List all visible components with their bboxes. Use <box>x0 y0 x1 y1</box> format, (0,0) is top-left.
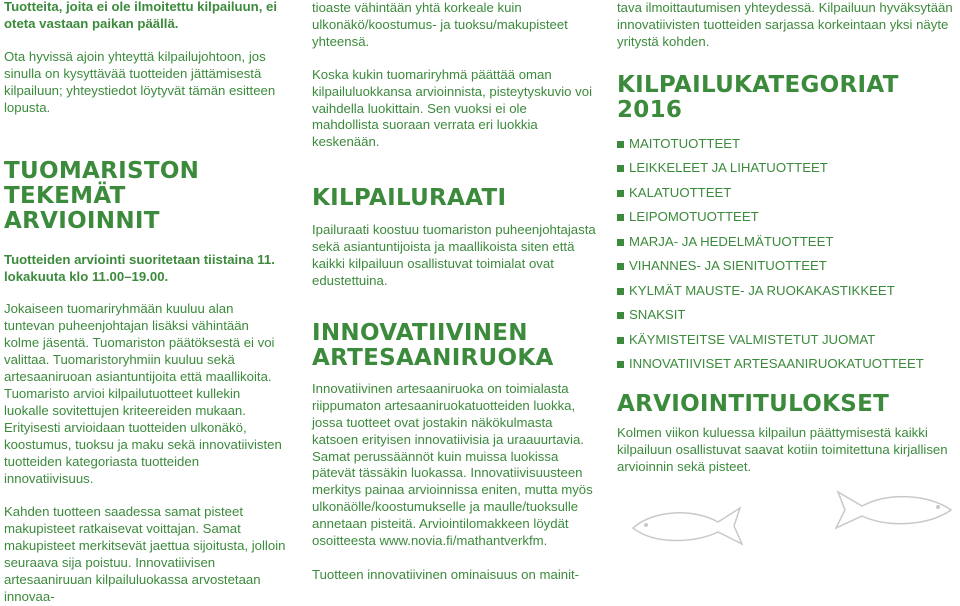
evaluation-date: Tuotteiden arviointi suoritetaan tiistaina 11. lokakuuta klo 11.00–19.00. <box>4 252 275 285</box>
column-2 <box>312 0 596 584</box>
list-item: KYLMÄT MAUSTE- JA RUOKAKASTIKKEET <box>617 279 957 304</box>
list-item: MARJA- JA HEDELMÄTUOTTEET <box>617 230 957 255</box>
intro-text: Tuotteita, joita ei ole ilmoitettu kilpailuun, ei oteta vastaan paikan päällä. <box>4 0 278 31</box>
continued-text: tioaste vähintään yhtä korkeale kuin ulkonäkö/koostumus- ja tuoksu/makupisteet yhteensä. <box>312 0 568 49</box>
bullet-icon <box>617 165 624 172</box>
jury-evaluations-heading: TUOMARISTON TEKEMÄT ARVIOINNIT <box>4 158 200 235</box>
bullet-icon <box>617 141 624 148</box>
bullet-icon <box>617 312 624 319</box>
list-item: KALATUOTTEET <box>617 181 957 206</box>
list-item: INNOVATIIVISET ARTESAANIRUOKATUOTTEET <box>617 352 957 377</box>
panel-paragraph: Ipailuraati koostuu tuomariston puheenjohtajasta sekä asiantuntijoista ja maallikoista siten että kaikki kilpailuun osallistuvat toimialat ovat edustettuina. <box>312 222 596 288</box>
list-item: MAITOTUOTTEET <box>617 132 957 157</box>
list-item: LEIPOMOTUOTTEET <box>617 205 957 230</box>
list-item: VIHANNES- JA SIENITUOTTEET <box>617 254 957 279</box>
column-3 <box>617 0 957 475</box>
bullet-icon <box>617 288 624 295</box>
list-item: LEIKKELEET JA LIHATUOTTEET <box>617 156 957 181</box>
results-paragraph: Kolmen viikon kuluessa kilpailun päättymisestä kaikki kilpailuun osallistuvat saavat kotiin toimitettuna kirjallisen arvioinnin sekä pisteet. <box>617 424 948 474</box>
fish-icon <box>628 500 748 550</box>
innovative-continued: Tuotteen innovatiivinen ominaisuus on mainit- <box>312 566 580 582</box>
fish-icon <box>828 486 956 534</box>
category-list <box>617 132 957 377</box>
bullet-icon <box>617 263 624 270</box>
scoring-paragraph: Koska kukin tuomariryhmä päättää oman kilpailuluokkansa arvioinnista, pisteytyskuvio voi vaihdella luokittain. Sen vuoksi ei ole mahdollista suoraan verrata eri luokkia keskenään. <box>312 66 593 150</box>
jury-paragraph: Jokaiseen tuomariryhmään kuuluu alan tuntevan puheenjohtajan lisäksi vähintään kolme jäsentä. Tuomariston päätöksestä ei voi valittaa. Tuomaristoryhmiin kuuluu sekä artesaaniruoan asiantuntijoita että maallikoita. Tuomaristo arvioi kilpailutuotteet kullekin luokalle sovitettujen kriteereiden mukaan. Erityisesti arvioidaan tuotteiden ulkonäkö, koostumus, tuoksu ja maku sekä innovatiivisten tuotteiden kategoriasta tuotteiden innovatiivisuus. <box>4 301 282 486</box>
bullet-icon <box>617 337 624 344</box>
list-item: KÄYMISTEITSE VALMISTETUT JUOMAT <box>617 328 957 353</box>
results-heading: ARVIOINTITULOKSET <box>617 390 890 417</box>
continued-text: tava ilmoittautumisen yhteydessä. Kilpailuun hyväksytään innovatiivisten tuotteiden sarjassa korkeintaan yksi näyte yritystä kohden. <box>617 0 953 49</box>
categories-heading: KILPAILUKATEGORIAT 2016 <box>617 71 899 123</box>
competition-panel-heading: KILPAILURAATI <box>312 185 507 212</box>
tie-break-paragraph: Kahden tuotteen saadessa samat pisteet makupisteet ratkaisevat voittajan. Samat makupisteet merkitsevät jaettua sijoitusta, jolloin seuraava sija poistuu. Innovatiivisen artesaaniruuan kilpailuluokassa arvostetaan innovaa- <box>4 504 286 604</box>
bullet-icon <box>617 361 624 368</box>
column-1 <box>4 0 286 606</box>
list-item: SNAKSIT <box>617 303 957 328</box>
bullet-icon <box>617 190 624 197</box>
innovative-food-heading: INNOVATIIVINEN ARTESAANIRUOKA <box>312 319 554 371</box>
bullet-icon <box>617 214 624 221</box>
bullet-icon <box>617 239 624 246</box>
innovative-paragraph: Innovatiivinen artesaaniruoka on toimialasta riippumaton artesaaniruokatuotteiden luokka, jossa tuotteet ovat jostakin näkökulmasta katsoen erityisen innovatiivisia ja uraauurtavia. Samat perussäännöt kuin muissa luokissa pätevät tässäkin luokassa. Innovatiivisuusteen merkitys painaa arvioinnissa eniten, mutta myös ulkonäölle/koostumukselle ja maulle/tuoksulle annetaan pisteitä. Arviointilomakkeen löydät osoitteesta www.novia.fi/mathantverkfm. <box>312 380 593 549</box>
contact-paragraph: Ota hyvissä ajoin yhteyttä kilpailujohtoon, jos sinulla on kysyttävää tuotteiden jättämisestä kilpailuun; yhteystiedot löytyvät tämän esitteen lopusta. <box>4 48 276 115</box>
